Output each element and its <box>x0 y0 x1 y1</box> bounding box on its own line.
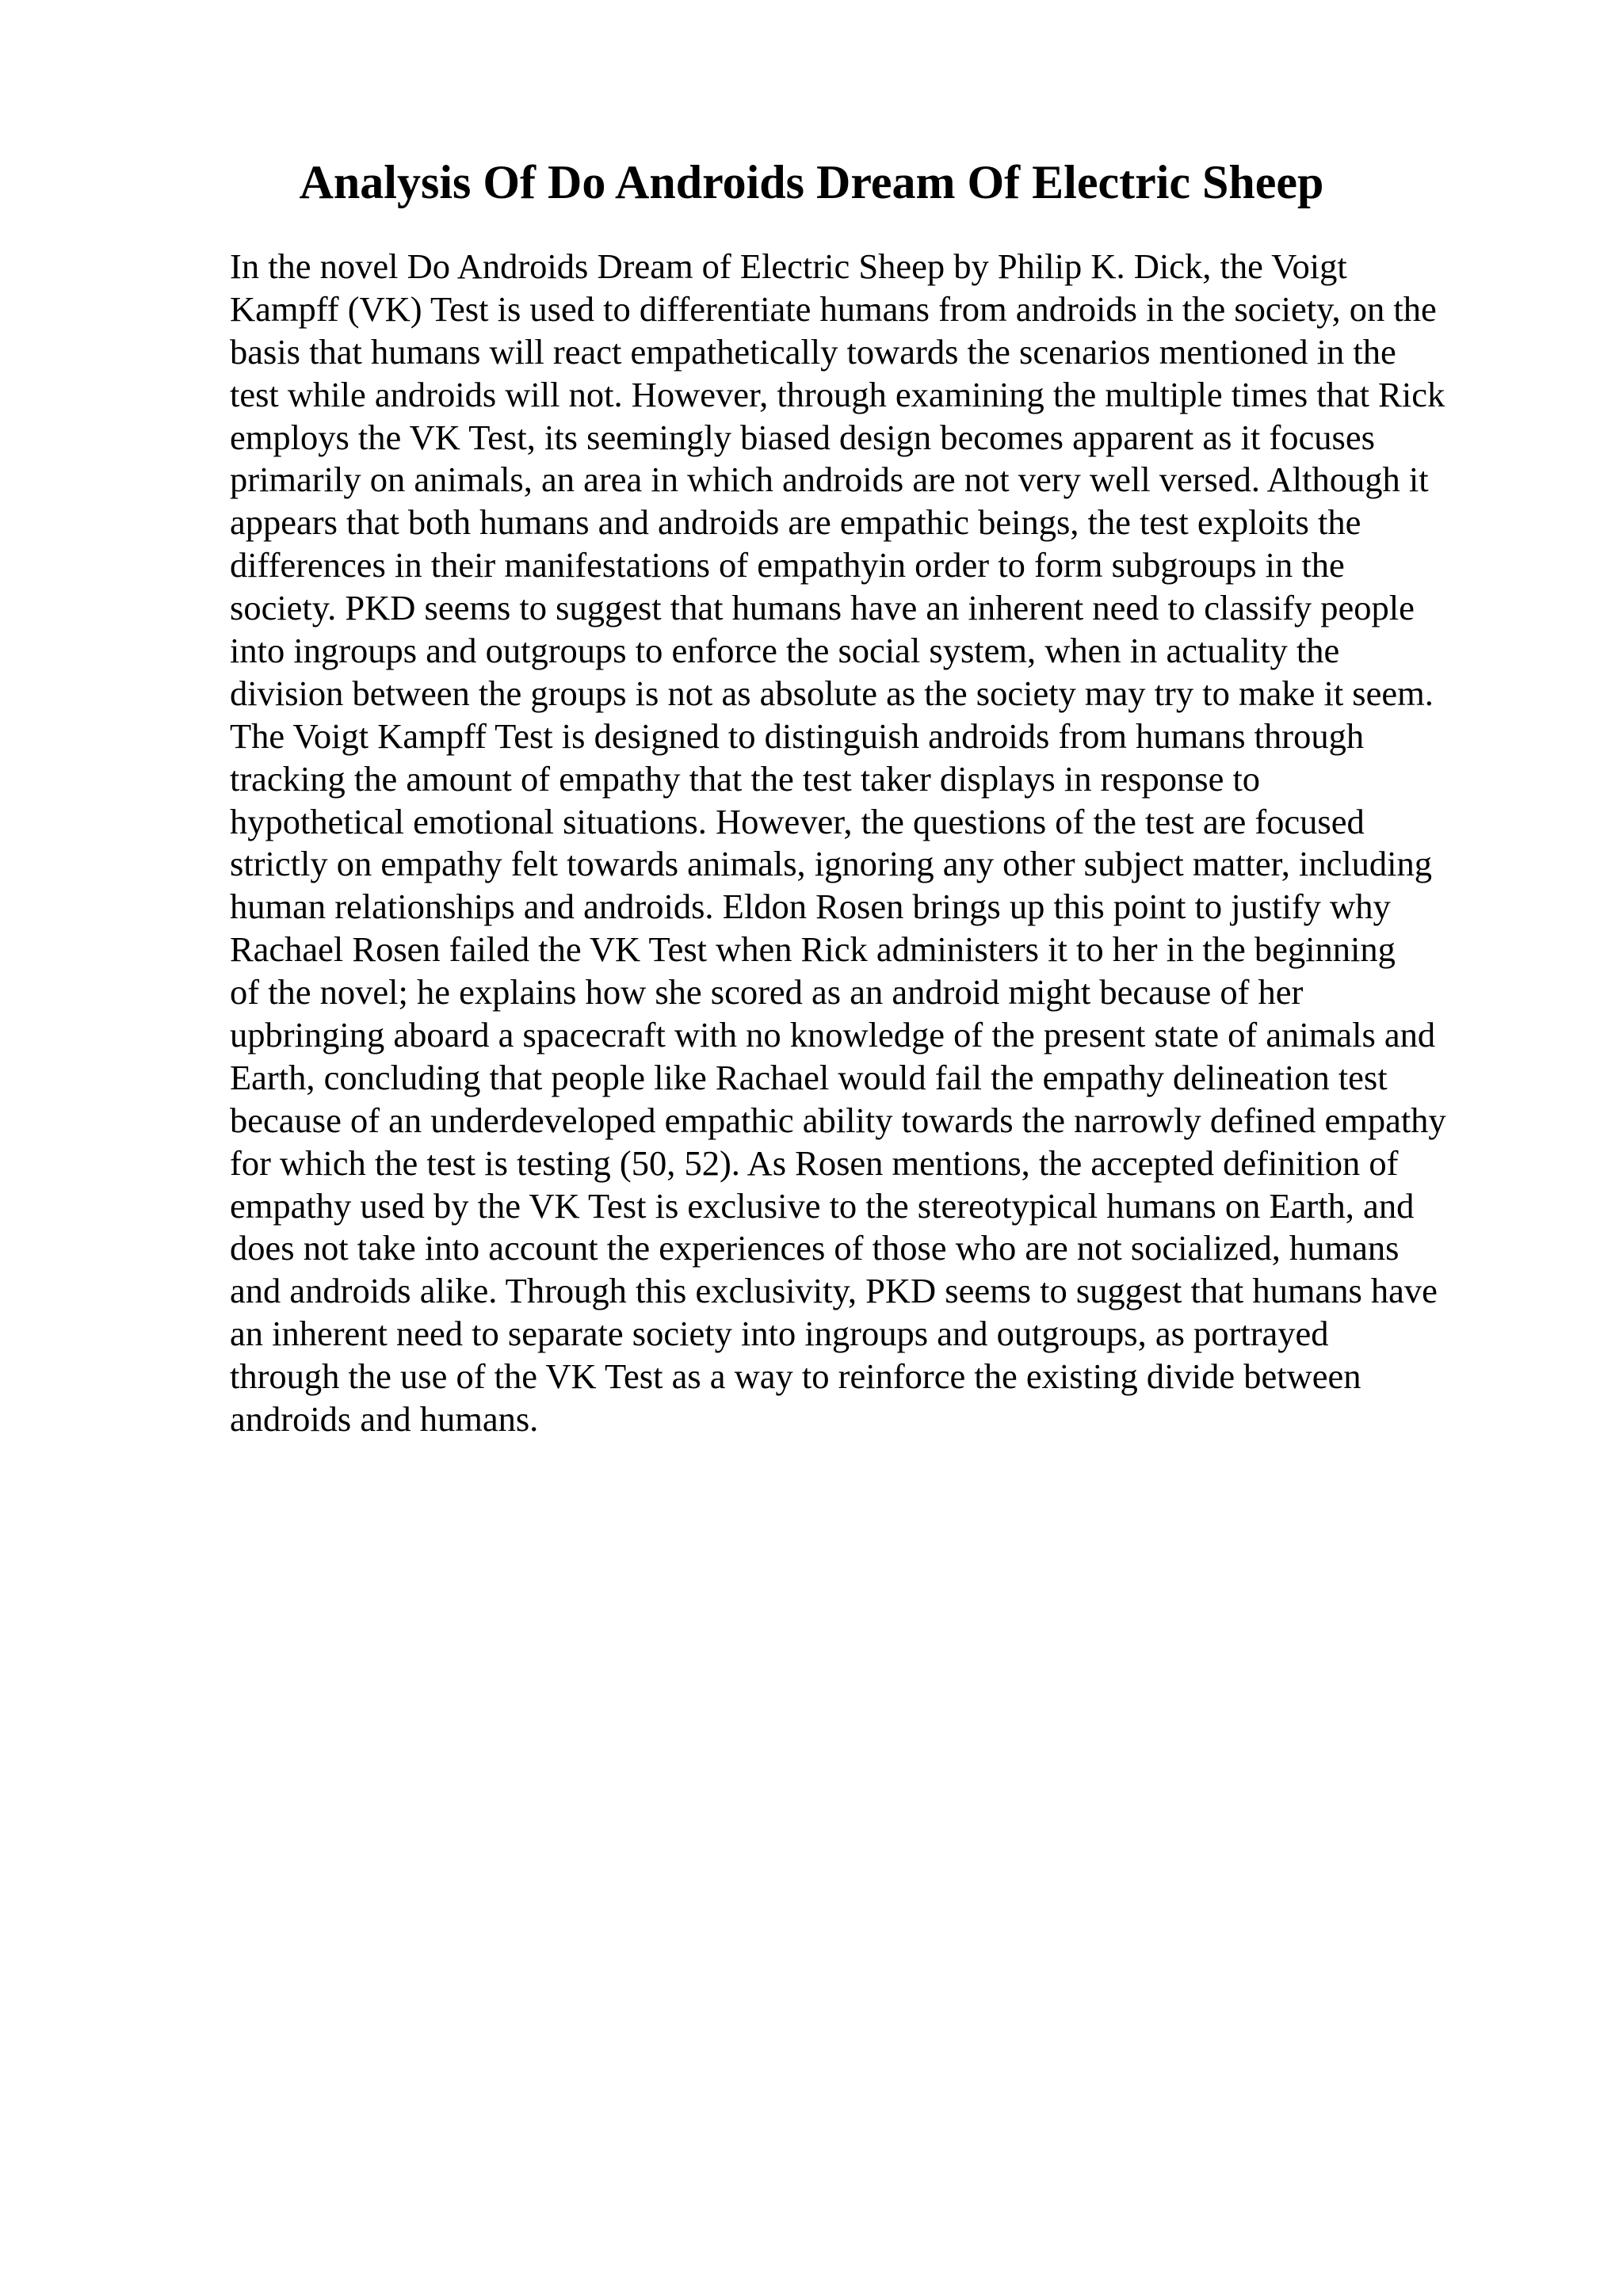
body-line: division between the groups is not as absolute as the society may try to make it seem. <box>230 673 1434 713</box>
body-line: upbringing aboard a spacecraft with no knowledge of the present state of animals and <box>230 1015 1436 1055</box>
body-line: androids and humans. <box>230 1399 539 1440</box>
body-line: Earth, concluding that people like Rachael would fail the empathy delineation test <box>230 1057 1388 1097</box>
body-line: hypothetical emotional situations. However, the questions of the test are focused <box>230 801 1365 841</box>
body-line: basis that humans will react empathetically towards the scenarios mentioned in the <box>230 331 1396 372</box>
body-line: into ingroups and outgroups to enforce the social system, when in actuality the <box>230 631 1340 671</box>
body-line: strictly on empathy felt towards animals, ignoring any other subject matter, including <box>230 844 1433 884</box>
body-line: empathy used by the VK Test is exclusive to the stereotypical humans on Earth, and <box>230 1185 1415 1226</box>
body-line: employs the VK Test, its seemingly biased design becomes apparent as it focuses <box>230 417 1375 457</box>
body-line: tracking the amount of empathy that the test taker displays in response to <box>230 758 1261 799</box>
body-line: human relationships and androids. Eldon Rosen brings up this point to justify why <box>230 887 1391 927</box>
body-line: society. PKD seems to suggest that humans have an inherent need to classify people <box>230 588 1415 628</box>
document-title: Analysis Of Do Androids Dream Of Electric Sheep <box>299 156 1324 208</box>
body-line: for which the test is testing (50, 52). As Rosen mentions, the accepted definition of <box>230 1142 1399 1183</box>
body-line: does not take into account the experiences of those who are not socialized, humans <box>230 1228 1400 1268</box>
body-line: appears that both humans and androids are empathic beings, the test exploits the <box>230 502 1361 543</box>
body-line: through the use of the VK Test as a way to reinforce the existing divide between <box>230 1356 1361 1397</box>
body-line: test while androids will not. However, through examining the multiple times that Rick <box>230 374 1445 414</box>
body-line: differences in their manifestations of empathyin order to form subgroups in the <box>230 545 1345 585</box>
body-line: and androids alike. Through this exclusivity, PKD seems to suggest that humans have <box>230 1271 1438 1311</box>
body-line: Rachael Rosen failed the VK Test when Rick administers it to her in the beginning <box>230 929 1396 970</box>
body-line: primarily on animals, an area in which androids are not very well versed. Although it <box>230 460 1429 500</box>
body-line: of the novel; he explains how she scored as an android might because of her <box>230 972 1304 1013</box>
body-paragraph <box>230 246 1529 1441</box>
body-line: In the novel Do Androids Dream of Electric Sheep by Philip K. Dick, the Voigt <box>230 246 1347 286</box>
body-line: The Voigt Kampff Test is designed to distinguish androids from humans through <box>230 715 1365 756</box>
body-line: Kampff (VK) Test is used to differentiate humans from androids in the society, on the <box>230 288 1437 329</box>
body-line: because of an underdeveloped empathic ability towards the narrowly defined empathy <box>230 1100 1446 1140</box>
body-line: an inherent need to separate society into ingroups and outgroups, as portrayed <box>230 1314 1329 1354</box>
